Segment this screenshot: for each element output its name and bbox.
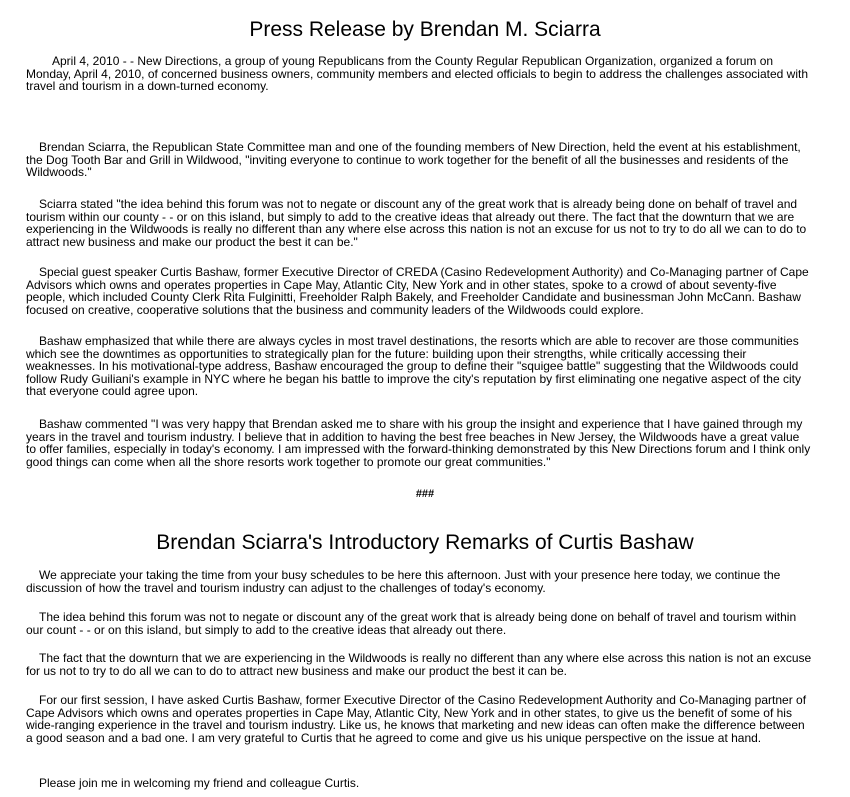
press-release-paragraph-4: Special guest speaker Curtis Bashaw, former Executive Director of CREDA (Casino Redevelopment Authority) and Co-Managing partner of Cape Advisors which owns and operates properties in Cape May, Atlantic City, New York and in other states, spoke to a crowd of about seventy-five people, which included County Clerk Rita Fulginitti, Freeholder Ralph Bakely, and Freeholder Candidate and businessman John McCann. Bashaw focused on creative, cooperative solutions that the business and community leaders of the Wildwoods could explore. [26,265,809,317]
remarks-paragraph-5: Please join me in welcoming my friend and colleague Curtis. [39,776,360,790]
remarks-title: Brendan Sciarra's Introductory Remarks of Curtis Bashaw [156,531,694,554]
section-separator: ### [415,488,435,500]
press-release-paragraph-5: Bashaw emphasized that while there are always cycles in most travel destinations, the resorts which are able to recover are those communities which see the downtimes as opportunities to strategically plan for the future: building upon their strengths, while critically accessing their weaknesses. In his motivational-type address, Bashaw encouraged the group to define their "squigee battle" suggesting that the Wildwoods could follow Rudy Guiliani's example in NYC where he began his battle to improve the city's reputation by first eliminating one negative aspect of the city that everyone could agree upon. [26,334,801,399]
remarks-paragraph-3: The fact that the downturn that we are experiencing in the Wildwoods is really no different than any where else across this nation is not an excuse for us not to try to do all we can to do to attract new business and make our product the best it can be. [26,651,812,678]
remarks-paragraph-1: We appreciate your taking the time from your busy schedules to be here this afternoon. Just with your presence here today, we continue the discussion of how the travel and tourism industry can adjust to the challenges of today's economy. [26,568,781,595]
remarks-paragraph-4: For our first session, I have asked Curtis Bashaw, former Executive Director of the Casino Redevelopment Authority and Co-Managing partner of Cape Advisors which owns and operates properties in Cape May, Atlantic City, New York and in other states, to give us the benefit of some of his wide-ranging experience in the travel and tourism industry. Like us, he knows that marketing and new ideas can often make the difference between a good season and a bad one. I am very grateful to Curtis that he agreed to come and give us his unique perspective on the issue at hand. [26,693,807,745]
press-release-title: Press Release by Brendan M. Sciarra [249,18,601,41]
press-release-paragraph-6: Bashaw commented "I was very happy that Brendan asked me to share with his group the insight and experience that I have gained through my years in the travel and tourism industry. I believe that in addition to having the best free beaches in New Jersey, the Wildwoods have a great value to offer families, especially in today's economy. I am impressed with the forward-thinking demonstrated by this New Directions forum and I think only good things can come when all the shore resorts work together to promote our great communities." [26,417,811,469]
remarks-paragraph-2: The idea behind this forum was not to negate or discount any of the great work that is already being done on behalf of travel and tourism within our count - - or on this island, but simply to add to the creative ideas that already out there. [26,610,797,637]
press-release-paragraph-2: Brendan Sciarra, the Republican State Committee man and one of the founding members of New Direction, held the event at his establishment, the Dog Tooth Bar and Grill in Wildwood, "inviting everyone to continue to work together for the benefit of all the businesses and residents of the Wildwoods." [26,140,801,180]
press-release-paragraph-3: Sciarra stated "the idea behind this forum was not to negate or discount any of the great work that is already being done on behalf of travel and tourism within our county - - or on this island, but simply to add to the creative ideas that already out there. The fact that the downturn that we are experiencing in the Wildwoods is really no different than any where else across this nation is not an excuse for us not to try to do all we can to do to attract new business and make our product the best it can be." [26,197,807,249]
press-release-paragraph-1: April 4, 2010 - - New Directions, a group of young Republicans from the County Regular Republican Organization, organized a forum on Monday, April 4, 2010, of concerned business owners, community members and elected officials to begin to address the challenges associated with travel and tourism in a down-turned economy. [26,54,808,94]
